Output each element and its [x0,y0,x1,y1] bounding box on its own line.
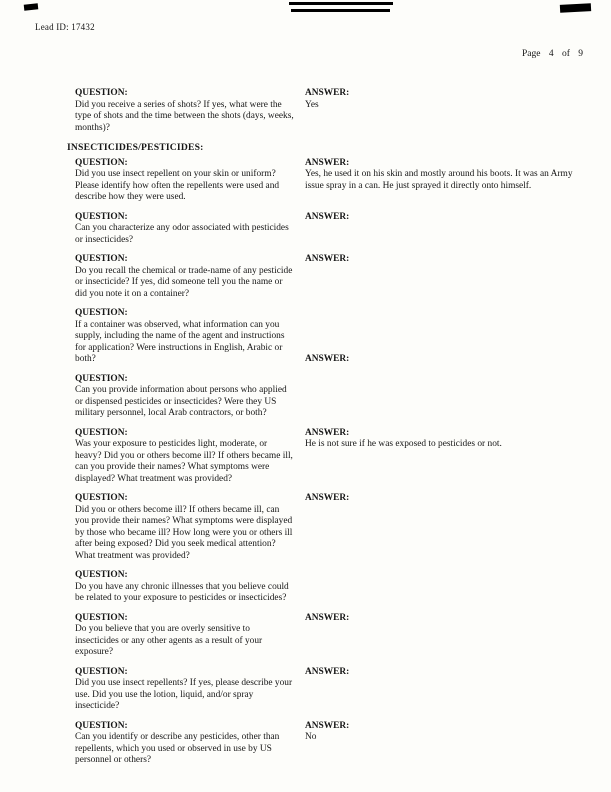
answer-label: ANSWER: [305,88,350,98]
answer-label: ANSWER: [305,720,350,731]
question-text: Can you identify or describe any pesticides, other than repellents, which you used or observed in use by US personnel or others? [75,732,280,765]
question-label: QUESTION: [75,308,128,318]
answer-text: Yes [305,99,319,110]
lead-id: Lead ID: 17432 [35,22,95,32]
question-label: QUESTION: [75,570,128,580]
answer-text: No [305,732,317,742]
answer-label: ANSWER: [305,612,350,623]
answer-label: ANSWER: [305,254,350,264]
scan-artifact-left [24,3,39,10]
qa-block-who-applied [75,374,581,420]
qa-list [67,88,581,775]
question-text: Did you use insect repellent on your skin or uniform? Please identify how often the repellents were used and describe how they were used. [75,169,280,202]
question-text: Did you receive a series of shots? If yes, what were the type of shots and the time between the shots (days, weeks, months)? [75,99,294,133]
question-label: QUESTION: [75,427,128,438]
scan-artifact-line-bottom [291,9,390,12]
qa-block-shots [75,88,581,134]
question-label: QUESTION: [75,666,128,677]
page-number: Page 4 of 9 [521,49,583,59]
scan-artifact-right [560,3,591,13]
qa-block-became-ill [75,493,581,562]
qa-block-overly-sensitive [75,613,581,659]
qa-block-chronic-illness [75,570,581,605]
answer-label: ANSWER: [305,493,350,503]
question-label: QUESTION: [75,211,128,222]
question-text: Can you characterize any odor associated with pesticides or insecticides? [75,223,289,245]
question-label: QUESTION: [75,373,128,384]
answer-label: ANSWER: [305,666,350,677]
qa-block-odor [75,212,581,247]
question-text: Did you use insect repellents? If yes, please describe your use. Did you use the lotion, liquid, and/or spray insecticide? [75,678,293,711]
question-text: If a container was observed, what information can you supply, including the name of the agent and instructions for application? Were instructions in English, Arabic or both? [75,319,285,364]
question-label: QUESTION: [75,493,128,503]
qa-block-repellent-use [75,158,581,204]
answer-label: ANSWER: [305,354,350,364]
qa-block-repellent-types [75,667,581,713]
question-label: QUESTION: [75,157,128,168]
question-label: QUESTION: [75,612,128,623]
qa-block-exposure-level [75,428,581,486]
answer-label: ANSWER: [305,211,350,222]
question-label: QUESTION: [75,88,128,98]
question-text: Did you or others become ill? If others became ill, can you provide their names? What symptoms were displayed by those who became ill? How long were you or others ill after being exposed? Did you seek medical attention? What treatment was provided? [75,504,293,561]
answer-label: ANSWER: [305,427,350,438]
answer-label: ANSWER: [305,157,350,168]
section-header-insecticides-pesticides: INSECTICIDES/PESTICIDES: [67,142,204,153]
question-text: Do you believe that you are overly sensitive to insecticides or any other agents as a result of your exposure? [75,624,263,657]
question-text: Do you recall the chemical or trade-name of any pesticide or insecticide? If yes, did someone tell you the name or did you note it on a container? [75,265,293,299]
qa-block-trade-name [75,254,581,300]
question-text: Was your exposure to pesticides light, moderate, or heavy? Did you or others become ill? If others became ill, can you provide their names? What symptoms were displayed? What treatment was provided? [75,439,293,484]
qa-block-container-observed [75,308,581,366]
question-text: Do you have any chronic illnesses that you believe could be related to your exposure to pesticides or insecticides? [75,581,289,603]
answer-text: Yes, he used it on his skin and mostly around his boots. It was an Army issue spray in a can. He just sprayed it directly onto himself. [305,169,573,191]
answer-text: He is not sure if he was exposed to pesticides or not. [305,439,502,449]
question-text: Can you provide information about persons who applied or dispensed pesticides or insecticides? Were they US military personnel, local Arab contractors, or both? [75,385,287,418]
question-label: QUESTION: [75,254,128,264]
qa-block-identify-pesticides [75,721,581,767]
question-label: QUESTION: [75,720,128,731]
scan-artifact-line-top [289,2,393,5]
